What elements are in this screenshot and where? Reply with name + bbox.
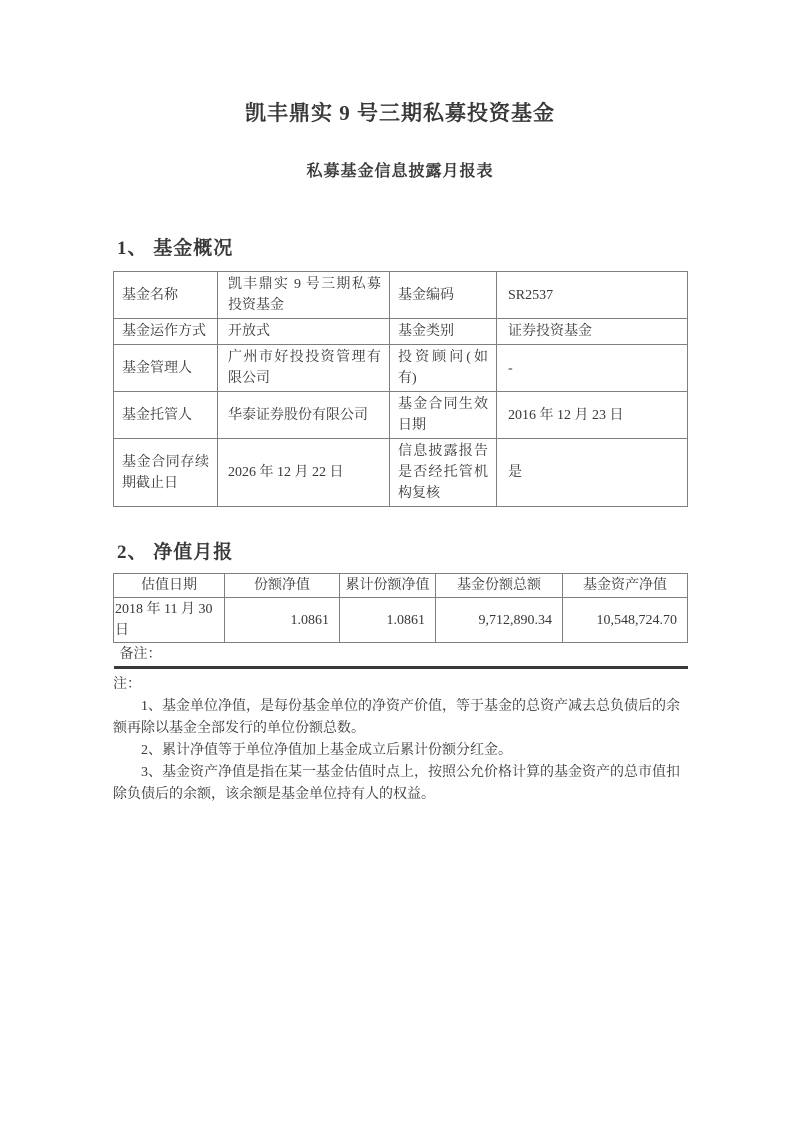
- operation-mode-value: 开放式: [218, 319, 390, 345]
- note-item-3: 3、基金资产净值是指在某一基金估值时点上，按照公允价格计算的基金资产的总市值扣除负债后的余额，该余额是基金单位持有人的权益。: [113, 765, 680, 802]
- total-net-assets-value: 10,548,724.70: [563, 598, 688, 643]
- total-fund-shares-value: 9,712,890.34: [436, 598, 563, 643]
- table-header-row: [114, 574, 688, 598]
- fund-manager-label: 基金管理人: [114, 345, 218, 392]
- document-content: [113, 0, 687, 806]
- table-row: [114, 598, 688, 643]
- contract-expiry-date-value: 2026 年 12 月 22 日: [218, 439, 390, 507]
- custodian-review-label: 信息披露报告是否经托管机构复核: [390, 439, 497, 507]
- nav-monthly-table: [113, 573, 688, 669]
- fund-custodian-value: 华泰证券股份有限公司: [218, 392, 390, 439]
- fund-name-label: 基金名称: [114, 272, 218, 319]
- note-item-2: 2、累计净值等于单位净值加上基金成立后累计份额分红金。: [141, 743, 512, 758]
- table-row: [114, 392, 688, 439]
- notes-label: 注：: [113, 677, 141, 692]
- note-item-1: 1、基金单位净值，是每份基金单位的净资产价值，等于基金的总资产减去总负债后的余额再除以基金全部发行的单位份额总数。: [113, 699, 680, 736]
- contract-effective-date-value: 2016 年 12 月 23 日: [497, 392, 688, 439]
- table-row: [114, 345, 688, 392]
- fund-overview-table: [113, 271, 688, 507]
- notes-section: [113, 674, 687, 806]
- cumulative-unit-nav-value: 1.0861: [340, 598, 436, 643]
- unit-nav-header: 份额净值: [225, 574, 340, 598]
- contract-expiry-date-label: 基金合同存续期截止日: [114, 439, 218, 507]
- valuation-date-header: 估值日期: [114, 574, 225, 598]
- table-row: [114, 439, 688, 507]
- document-title: 凯丰鼎实 9 号三期私募投资基金: [245, 101, 555, 125]
- remark-row: [114, 643, 688, 668]
- investment-advisor-label: 投资顾问(如有): [390, 345, 497, 392]
- fund-type-label: 基金类别: [390, 319, 497, 345]
- custodian-review-value: 是: [497, 439, 688, 507]
- total-net-assets-header: 基金资产净值: [563, 574, 688, 598]
- contract-effective-date-label: 基金合同生效日期: [390, 392, 497, 439]
- fund-name-value: 凯丰鼎实 9 号三期私募投资基金: [218, 272, 390, 319]
- fund-code-value: SR2537: [497, 272, 688, 319]
- remark-label: 备注：: [114, 643, 688, 668]
- fund-type-value: 证券投资基金: [497, 319, 688, 345]
- document-subtitle: 私募基金信息披露月报表: [306, 163, 494, 180]
- total-fund-shares-header: 基金份额总额: [436, 574, 563, 598]
- unit-nav-value: 1.0861: [225, 598, 340, 643]
- investment-advisor-value: -: [497, 345, 688, 392]
- table-row: [114, 272, 688, 319]
- fund-code-label: 基金编码: [390, 272, 497, 319]
- section-heading-fund-overview: 1、 基金概况: [117, 238, 234, 259]
- fund-manager-value: 广州市好投投资管理有限公司: [218, 345, 390, 392]
- operation-mode-label: 基金运作方式: [114, 319, 218, 345]
- section-heading-nav-monthly: 2、 净值月报: [117, 542, 234, 563]
- cumulative-unit-nav-header: 累计份额净值: [340, 574, 436, 598]
- valuation-date-value: 2018 年 11 月 30 日: [114, 598, 225, 643]
- fund-custodian-label: 基金托管人: [114, 392, 218, 439]
- table-row: [114, 319, 688, 345]
